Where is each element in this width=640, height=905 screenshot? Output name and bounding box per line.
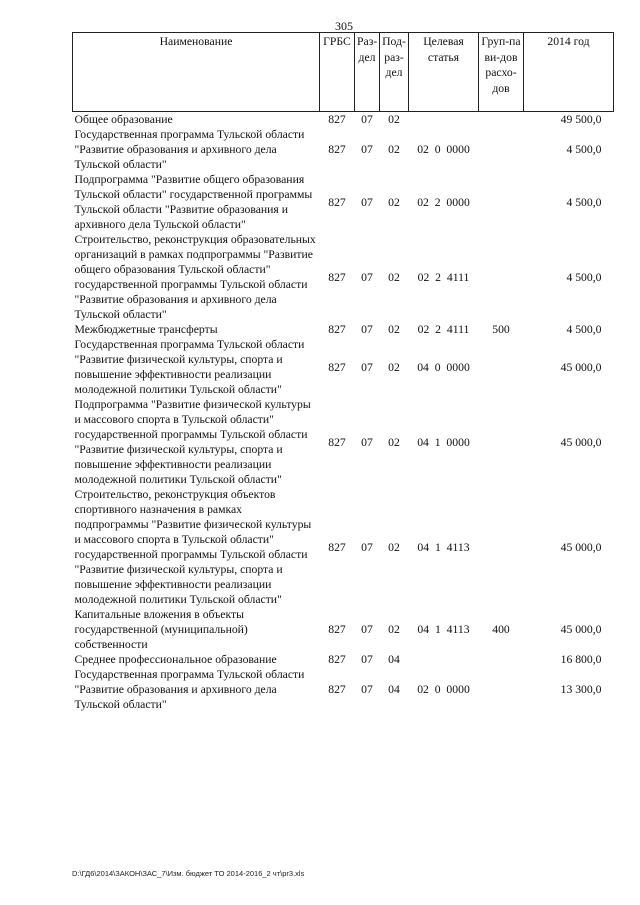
row-podrazdel: 02 bbox=[388, 270, 400, 284]
row-amount: 45 000,0 bbox=[560, 623, 602, 636]
row-vid bbox=[479, 652, 524, 667]
row-grbs: 827 bbox=[328, 113, 346, 126]
row-razdel: 07 bbox=[361, 323, 373, 336]
row-razdel: 07 bbox=[361, 270, 373, 284]
row-razdel: 07 bbox=[361, 113, 373, 126]
row-target: 04 0 0000 bbox=[417, 360, 470, 374]
row-podrazdel: 02 bbox=[388, 360, 400, 374]
row-amount: 49 500,0 bbox=[560, 113, 602, 126]
row-vid: 500 bbox=[492, 323, 510, 336]
row-grbs: 827 bbox=[328, 360, 346, 374]
row-amount: 45 000,0 bbox=[560, 360, 602, 374]
row-target: 02 2 4111 bbox=[417, 270, 470, 284]
row-vid bbox=[479, 667, 524, 712]
row-vid bbox=[479, 397, 524, 487]
row-amount: 45 000,0 bbox=[560, 540, 602, 554]
row-podrazdel: 02 bbox=[388, 540, 400, 554]
page-number: 305 bbox=[335, 19, 353, 33]
table-row bbox=[73, 112, 614, 128]
footer-file-path: D:\ГД6\2014\ЗАКОН\ЗАС_7\Изм. бюджет ТО 2014-2016_2 чт\pr3.xls bbox=[72, 869, 305, 878]
row-vid bbox=[479, 172, 524, 232]
row-target: 02 0 0000 bbox=[417, 143, 470, 156]
row-vid bbox=[479, 127, 524, 172]
row-vid bbox=[479, 112, 524, 128]
row-amount: 4 500,0 bbox=[566, 323, 602, 336]
row-name: Среднее профессиональное образование bbox=[74, 653, 277, 666]
row-razdel: 07 bbox=[361, 360, 373, 374]
header-target: Целевая статья bbox=[409, 33, 479, 112]
row-amount: 4 500,0 bbox=[566, 195, 602, 209]
row-razdel: 07 bbox=[361, 683, 373, 696]
header-podrazdel: Под-раз-дел bbox=[380, 33, 409, 112]
row-razdel: 07 bbox=[361, 143, 373, 156]
table-row bbox=[73, 667, 614, 712]
row-vid bbox=[479, 337, 524, 397]
row-name: Государственная программа Тульской области "Развитие физической культуры, спорта и повышение эффективности реализации молодежной политики Тульской области" bbox=[74, 338, 305, 396]
row-grbs: 827 bbox=[328, 195, 346, 209]
table-row bbox=[73, 127, 614, 172]
row-podrazdel: 02 bbox=[388, 195, 400, 209]
row-name: Подпрограмма "Развитие общего образования Тульской области" государственной программы Тульской области "Развитие образования и архивного дела Тульской области" bbox=[74, 173, 313, 231]
table-row bbox=[73, 487, 614, 607]
header-amount: 2014 год bbox=[524, 33, 614, 112]
row-grbs: 827 bbox=[328, 623, 346, 636]
header-grbs: ГРБС bbox=[320, 33, 355, 112]
row-amount: 13 300,0 bbox=[560, 683, 602, 696]
row-podrazdel: 02 bbox=[388, 143, 400, 156]
row-target: 02 2 4111 bbox=[417, 323, 470, 336]
row-grbs: 827 bbox=[328, 323, 346, 336]
row-target: 04 1 0000 bbox=[417, 435, 470, 449]
row-razdel: 07 bbox=[361, 540, 373, 554]
row-name: Общее образование bbox=[74, 113, 173, 126]
row-vid bbox=[479, 232, 524, 322]
row-grbs: 827 bbox=[328, 435, 346, 449]
row-target: 02 2 0000 bbox=[417, 195, 470, 209]
header-razdel: Раз-дел bbox=[355, 33, 380, 112]
row-podrazdel: 02 bbox=[388, 323, 400, 336]
row-razdel: 07 bbox=[361, 435, 373, 449]
row-grbs: 827 bbox=[328, 683, 346, 696]
row-podrazdel: 02 bbox=[388, 435, 400, 449]
row-podrazdel: 02 bbox=[388, 113, 400, 126]
table-row bbox=[73, 172, 614, 232]
table-row bbox=[73, 652, 614, 667]
row-podrazdel: 04 bbox=[388, 683, 400, 696]
row-amount: 45 000,0 bbox=[560, 435, 602, 449]
row-grbs: 827 bbox=[328, 270, 346, 284]
row-name: Межбюджетные трансферты bbox=[74, 323, 218, 336]
table-row bbox=[73, 397, 614, 487]
row-name: Строительство, реконструкция объектов спортивного назначения в рамках подпрограммы "Развитие физической культуры и массового спорта в Тульской области" государственной программы Тульской области "Развитие физической культуры, спорта и повышение эффективности реализации молодежной политики Тульской области" bbox=[74, 488, 312, 606]
table-row bbox=[73, 337, 614, 397]
table-row bbox=[73, 607, 614, 652]
row-grbs: 827 bbox=[328, 540, 346, 554]
row-grbs: 827 bbox=[328, 653, 346, 666]
row-amount: 16 800,0 bbox=[560, 653, 602, 666]
row-target: 02 0 0000 bbox=[417, 683, 470, 696]
table-header-row bbox=[73, 33, 614, 112]
row-name: Государственная программа Тульской области "Развитие образования и архивного дела Тульской области" bbox=[74, 668, 305, 711]
budget-table bbox=[72, 32, 614, 712]
row-amount: 4 500,0 bbox=[566, 270, 602, 284]
table-row bbox=[73, 322, 614, 337]
row-vid: 400 bbox=[492, 623, 510, 636]
row-target bbox=[409, 112, 479, 128]
row-name: Подпрограмма "Развитие физической культуры и массового спорта в Тульской области" государственной программы Тульской области "Развитие физической культуры, спорта и повышение эффективности реализации молодежной политики Тульской области" bbox=[74, 398, 311, 486]
row-vid bbox=[479, 487, 524, 607]
row-target bbox=[409, 652, 479, 667]
row-podrazdel: 04 bbox=[388, 653, 400, 666]
row-target: 04 1 4113 bbox=[417, 540, 470, 554]
row-target: 04 1 4113 bbox=[417, 623, 470, 636]
row-grbs: 827 bbox=[328, 143, 346, 156]
row-razdel: 07 bbox=[361, 653, 373, 666]
row-name: Государственная программа Тульской области "Развитие образования и архивного дела Тульской области" bbox=[74, 128, 305, 171]
row-razdel: 07 bbox=[361, 623, 373, 636]
row-name: Строительство, реконструкция образовательных организаций в рамках подпрограммы "Развитие общего образования Тульской области" государственной программы Тульской области "Развитие образования и архивного дела Тульской области" bbox=[74, 233, 316, 321]
row-name: Капитальные вложения в объекты государственной (муниципальной) собственности bbox=[74, 608, 248, 651]
header-vid: Груп-па ви-дов расхо-дов bbox=[479, 33, 524, 112]
row-razdel: 07 bbox=[361, 195, 373, 209]
table-row bbox=[73, 232, 614, 322]
header-name: Наименование bbox=[73, 33, 320, 112]
row-podrazdel: 02 bbox=[388, 623, 400, 636]
row-amount: 4 500,0 bbox=[566, 143, 602, 156]
